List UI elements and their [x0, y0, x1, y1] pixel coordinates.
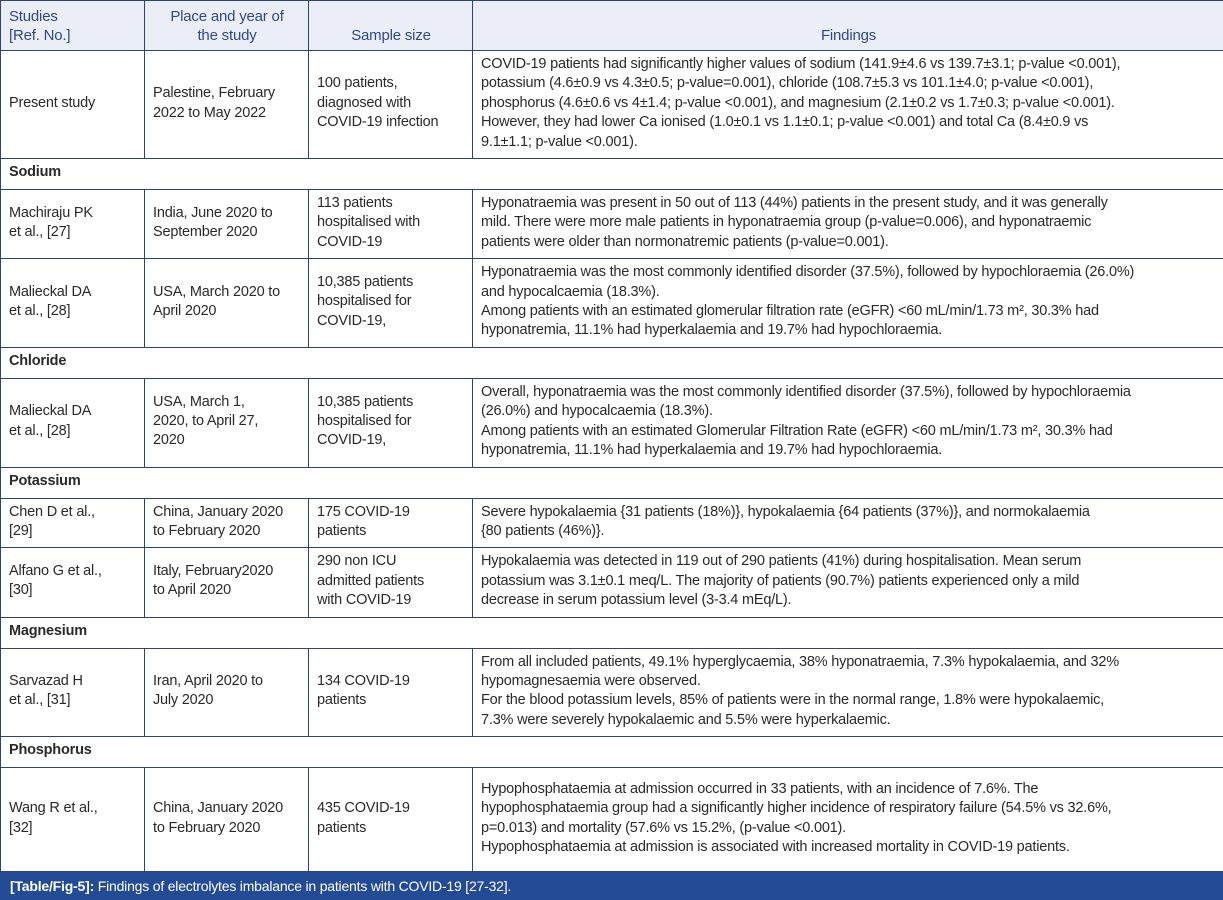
section-row-phosphorus — [1, 737, 1223, 768]
sample-line: patients — [317, 819, 465, 838]
findings-line: patients were older than normonatremic patients (p-value=0.001). — [481, 233, 1216, 252]
findings-line: p=0.013) and mortality (57.6% vs 15.2%, (p-value <0.001). — [481, 819, 1216, 838]
findings-line: mild. There were more male patients in hyponatraemia group (p-value=0.006), and hyponatraemic — [481, 213, 1216, 232]
cell-place — [145, 498, 309, 548]
section-row-sodium — [1, 159, 1223, 190]
findings-line: Overall, hyponatraemia was the most commonly identified disorder (37.5%), followed by hypochloraemia — [481, 383, 1216, 402]
study-line: Machiraju PK — [9, 204, 137, 223]
cell-findings: COVID-19 patients had significantly higher values of sodium (141.9±4.6 vs 139.7±3.1; p-value <0.001), potassium (4.6±0.9 vs 4.3±0.5; p-value=0.001), chloride (108.7±5.3 vs 101.1±4.0; p-value <0.001), phosphorus (4.6±0.6 vs 4±1.4; p-value <0.001), and magnesium (2.1±0.2 vs 1.7±0.3; p-value <0.001). However, they had lower Ca ionised (1.0±0.1 vs 1.1±0.1; p-value <0.001) and total Ca (8.4±0.9 vs 9.1±1.1; p-value <0.001). — [473, 51, 1223, 159]
cell-study: Present study — [1, 51, 145, 159]
sample-line: hospitalised for — [317, 412, 465, 431]
cell-study — [1, 378, 145, 467]
cell-place — [145, 190, 309, 259]
study-line: et al., [27] — [9, 223, 137, 242]
study-line: [29] — [9, 522, 137, 541]
cell-study — [1, 648, 145, 737]
header-studies: Studies [Ref. No.] — [1, 1, 145, 51]
study-line: [30] — [9, 581, 137, 600]
findings-line: Among patients with an estimated glomerular filtration rate (eGFR) <60 mL/min/1.73 m², 30.3% had — [481, 302, 1216, 321]
sample-line: COVID-19, — [317, 431, 465, 450]
findings-line: Severe hypokalaemia {31 patients (18%)}, hypokalaemia {64 patients (37%)}, and normokalaemia — [481, 503, 1216, 522]
sample-line: 175 COVID-19 — [317, 503, 465, 522]
place-line: Italy, February2020 — [153, 562, 301, 581]
table-row — [1, 190, 1223, 259]
section-heading: Sodium — [1, 159, 1223, 190]
table-row-present-study — [1, 51, 1223, 159]
place-line: to April 2020 — [153, 581, 301, 600]
cell-sample — [309, 648, 473, 737]
section-heading: Potassium — [1, 467, 1223, 498]
table-row — [1, 498, 1223, 548]
study-line: [32] — [9, 819, 137, 838]
cell-study — [1, 548, 145, 617]
study-line: et al., [31] — [9, 691, 137, 710]
sample-line: 435 COVID-19 — [317, 799, 465, 818]
section-heading: Chloride — [1, 347, 1223, 378]
cell-place — [145, 548, 309, 617]
cell-findings — [473, 190, 1223, 259]
cell-findings — [473, 259, 1223, 348]
cell-sample — [309, 768, 473, 872]
sample-line: 10,385 patients — [317, 273, 465, 292]
sample-line: hospitalised with — [317, 213, 465, 232]
section-heading: Magnesium — [1, 617, 1223, 648]
caption-text: Findings of electrolytes imbalance in patients with COVID-19 [27-32]. — [94, 878, 511, 894]
place-line: India, June 2020 to — [153, 204, 301, 223]
cell-study — [1, 259, 145, 348]
cell-findings — [473, 548, 1223, 617]
header-place-year: Place and year of the study — [145, 1, 309, 51]
study-line: Sarvazad H — [9, 672, 137, 691]
cell-findings — [473, 498, 1223, 548]
study-line: Malieckal DA — [9, 402, 137, 421]
cell-place — [145, 648, 309, 737]
cell-place — [145, 378, 309, 467]
sample-line: patients — [317, 522, 465, 541]
sample-line: COVID-19 — [317, 233, 465, 252]
sample-line: COVID-19, — [317, 312, 465, 331]
study-line: Alfano G et al., — [9, 562, 137, 581]
findings-line: hypomagnesaemia were observed. — [481, 672, 1216, 691]
cell-sample — [309, 498, 473, 548]
cell-sample — [309, 259, 473, 348]
cell-sample — [309, 190, 473, 259]
place-line: 2020, to April 27, — [153, 412, 301, 431]
table-row — [1, 648, 1223, 737]
table-row — [1, 259, 1223, 348]
cell-place — [145, 768, 309, 872]
sample-line: hospitalised for — [317, 292, 465, 311]
cell-place: Palestine, February 2022 to May 2022 — [145, 51, 309, 159]
header-findings: Findings — [473, 1, 1223, 51]
findings-line: decrease in serum potassium level (3-3.4 mEq/L). — [481, 591, 1216, 610]
cell-findings — [473, 768, 1223, 872]
sample-line: 10,385 patients — [317, 393, 465, 412]
study-line: Wang R et al., — [9, 799, 137, 818]
sample-line: patients — [317, 691, 465, 710]
sample-line: 113 patients — [317, 194, 465, 213]
cell-findings — [473, 648, 1223, 737]
place-line: USA, March 1, — [153, 393, 301, 412]
cell-sample — [309, 548, 473, 617]
cell-study — [1, 768, 145, 872]
findings-line: Hypophosphataemia at admission is associated with increased mortality in COVID-19 patients. — [481, 838, 1216, 857]
caption-label: [Table/Fig-5]: — [10, 878, 94, 894]
place-line: USA, March 2020 to — [153, 283, 301, 302]
place-line: September 2020 — [153, 223, 301, 242]
place-line: to February 2020 — [153, 522, 301, 541]
cell-sample — [309, 378, 473, 467]
findings-line: Hypophosphataemia at admission occurred in 33 patients, with an incidence of 7.6%. The — [481, 780, 1216, 799]
place-line: April 2020 — [153, 302, 301, 321]
place-line: to February 2020 — [153, 819, 301, 838]
place-line: 2020 — [153, 431, 301, 450]
sample-line: with COVID-19 — [317, 591, 465, 610]
findings-line: and hypocalcaemia (18.3%). — [481, 283, 1216, 302]
section-row-chloride — [1, 347, 1223, 378]
study-line: Chen D et al., — [9, 503, 137, 522]
table-row — [1, 548, 1223, 617]
findings-line: For the blood potassium levels, 85% of patients were in the normal range, 1.8% were hypokalaemic, — [481, 691, 1216, 710]
cell-sample: 100 patients, diagnosed with COVID-19 infection — [309, 51, 473, 159]
findings-line: hypophosphataemia group had a significantly higher incidence of respiratory failure (54.5% vs 32.6%, — [481, 799, 1216, 818]
sample-line: admitted patients — [317, 572, 465, 591]
table-header-row — [1, 1, 1223, 51]
place-line: China, January 2020 — [153, 503, 301, 522]
findings-line: {80 patients (46%)}. — [481, 522, 1216, 541]
table-body — [1, 51, 1223, 872]
section-row-magnesium — [1, 617, 1223, 648]
cell-findings — [473, 378, 1223, 467]
findings-line: hyponatremia, 11.1% had hyperkalaemia and 19.7% had hypochloraemia. — [481, 441, 1216, 460]
cell-study — [1, 498, 145, 548]
findings-line: Among patients with an estimated Glomerular Filtration Rate (eGFR) <60 mL/min/1.73 m², 30.3% had — [481, 422, 1216, 441]
findings-line: 7.3% were severely hypokalaemic and 5.5% were hyperkalaemic. — [481, 711, 1216, 730]
findings-line: (26.0%) and hypocalcaemia (18.3%). — [481, 402, 1216, 421]
table-row — [1, 768, 1223, 872]
findings-line: hyponatremia, 11.1% had hyperkalaemia and 19.7% had hypochloraemia. — [481, 321, 1216, 340]
header-sample-size: Sample size — [309, 1, 473, 51]
table-row — [1, 378, 1223, 467]
place-line: July 2020 — [153, 691, 301, 710]
study-line: et al., [28] — [9, 302, 137, 321]
findings-line: From all included patients, 49.1% hyperglycaemia, 38% hyponatraemia, 7.3% hypokalaemia, and 32% — [481, 653, 1216, 672]
findings-line: Hyponatraemia was the most commonly identified disorder (37.5%), followed by hypochloraemia (26.0%) — [481, 263, 1216, 282]
findings-line: Hypokalaemia was detected in 119 out of 290 patients (41%) during hospitalisation. Mean serum — [481, 552, 1216, 571]
sample-line: 290 non ICU — [317, 552, 465, 571]
cell-place — [145, 259, 309, 348]
table-caption — [0, 872, 1223, 900]
sample-line: 134 COVID-19 — [317, 672, 465, 691]
cell-study — [1, 190, 145, 259]
study-line: et al., [28] — [9, 422, 137, 441]
place-line: Iran, April 2020 to — [153, 672, 301, 691]
study-line: Malieckal DA — [9, 283, 137, 302]
place-line: China, January 2020 — [153, 799, 301, 818]
section-row-potassium — [1, 467, 1223, 498]
findings-line: Hyponatraemia was present in 50 out of 113 (44%) patients in the present study, and it was generally — [481, 194, 1216, 213]
findings-line: potassium was 3.1±0.1 meq/L. The majority of patients (90.7%) patients experienced only a mild — [481, 572, 1216, 591]
section-heading: Phosphorus — [1, 737, 1223, 768]
